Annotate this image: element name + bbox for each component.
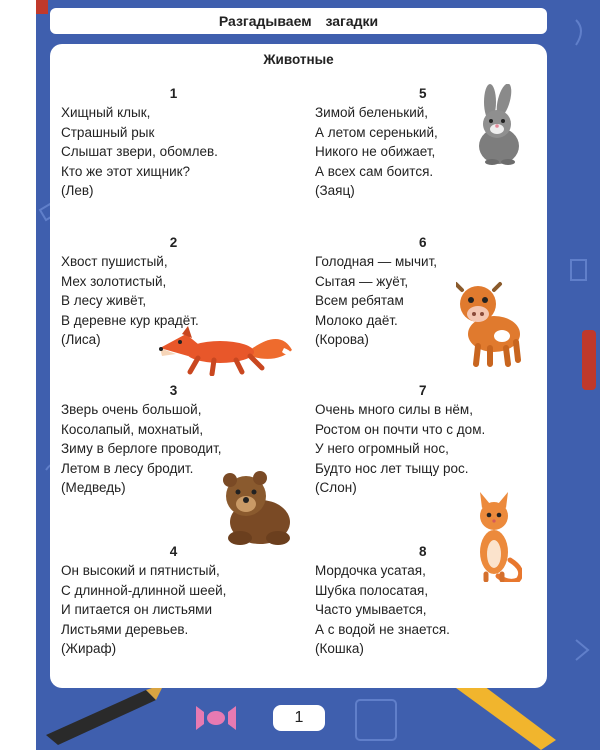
riddle-line: Слышат звери, обомлев. xyxy=(61,144,218,159)
riddle-4 xyxy=(61,542,286,659)
riddle-answer: (Лиса) xyxy=(61,332,101,347)
riddle-number: 3 xyxy=(169,383,178,398)
riddle-line: Кто же этот хищник? xyxy=(61,163,191,179)
riddle-line: А с водой не знается. xyxy=(315,621,450,637)
riddle-line: Зверь очень большой, xyxy=(61,402,202,417)
riddle-line: Хищный клык, xyxy=(61,105,151,120)
page-header-title: Разгадываем загадки xyxy=(50,8,547,34)
riddle-number: 4 xyxy=(169,544,178,559)
riddle-line: Зиму в берлоге проводит, xyxy=(61,441,222,456)
riddle-7 xyxy=(315,381,540,498)
riddle-line: Косолапый, мохнатый, xyxy=(61,421,204,437)
riddle-number: 2 xyxy=(169,235,178,250)
riddle-line: В деревне кур крадёт. xyxy=(61,312,199,328)
riddle-line: Летом в лесу бродит. xyxy=(61,460,194,476)
riddle-line: Будто нос лет тыщу рос. xyxy=(315,460,469,476)
riddles-card xyxy=(50,44,547,688)
riddle-answer: (Заяц) xyxy=(315,183,355,198)
riddle-line: Хвост пушистый, xyxy=(61,254,168,269)
riddle-line: Часто умывается, xyxy=(315,602,427,617)
candy-icon xyxy=(196,706,236,730)
page-number: 1 xyxy=(273,705,325,731)
riddle-line: Очень много силы в нём, xyxy=(315,402,473,417)
crayon-icon xyxy=(582,330,596,390)
riddle-line: А всех сам боится. xyxy=(315,163,434,179)
riddle-answer: (Слон) xyxy=(315,480,357,495)
riddle-line: Всем ребятам xyxy=(315,293,404,308)
riddle-line: Молоко даёт. xyxy=(315,312,398,328)
bear-icon xyxy=(220,468,294,546)
riddle-number: 5 xyxy=(419,86,427,101)
riddle-line: Мордочка усатая, xyxy=(315,563,426,578)
riddle-line: Листьями деревьев. xyxy=(61,621,189,637)
top-left-deco-icon xyxy=(36,0,48,14)
riddle-line: Зимой беленький, xyxy=(315,105,429,120)
riddle-answer: (Медведь) xyxy=(61,480,126,495)
riddle-line: В лесу живёт, xyxy=(61,293,147,308)
riddle-line: И питается он листьями xyxy=(61,602,212,617)
cat-icon xyxy=(470,490,522,582)
riddle-line: Никого не обижает, xyxy=(315,144,436,159)
riddle-line: Шубка полосатая, xyxy=(315,582,429,598)
cow-icon xyxy=(456,276,522,368)
riddle-line: Он высокий и пятнистый, xyxy=(61,563,220,578)
fox-icon xyxy=(158,326,293,376)
riddle-number: 7 xyxy=(419,383,427,398)
pen-icon xyxy=(46,684,164,745)
riddle-line: Голодная — мычит, xyxy=(315,254,438,269)
riddle-line: Страшный рык xyxy=(61,124,155,140)
section-title: Животные xyxy=(263,52,334,67)
riddle-line: Мех золотистый, xyxy=(61,273,167,289)
hare-icon xyxy=(474,84,524,166)
riddle-line: Ростом он почти что с дом. xyxy=(315,421,486,437)
riddle-line: У него огромный нос, xyxy=(315,441,449,456)
riddle-answer: (Кошка) xyxy=(315,641,364,656)
riddle-number: 1 xyxy=(169,86,178,101)
riddle-number: 8 xyxy=(419,544,427,559)
riddle-answer: (Лев) xyxy=(61,183,94,198)
riddle-1 xyxy=(61,84,286,201)
riddle-answer: (Корова) xyxy=(315,332,369,347)
riddle-answer: (Жираф) xyxy=(61,641,117,656)
riddle-line: А летом серенький, xyxy=(315,124,438,140)
riddle-number: 6 xyxy=(419,235,427,250)
riddle-line: Сытая — жуёт, xyxy=(315,273,409,289)
riddle-line: С длинной-длинной шеей, xyxy=(61,582,227,598)
pencil-icon xyxy=(448,680,556,750)
